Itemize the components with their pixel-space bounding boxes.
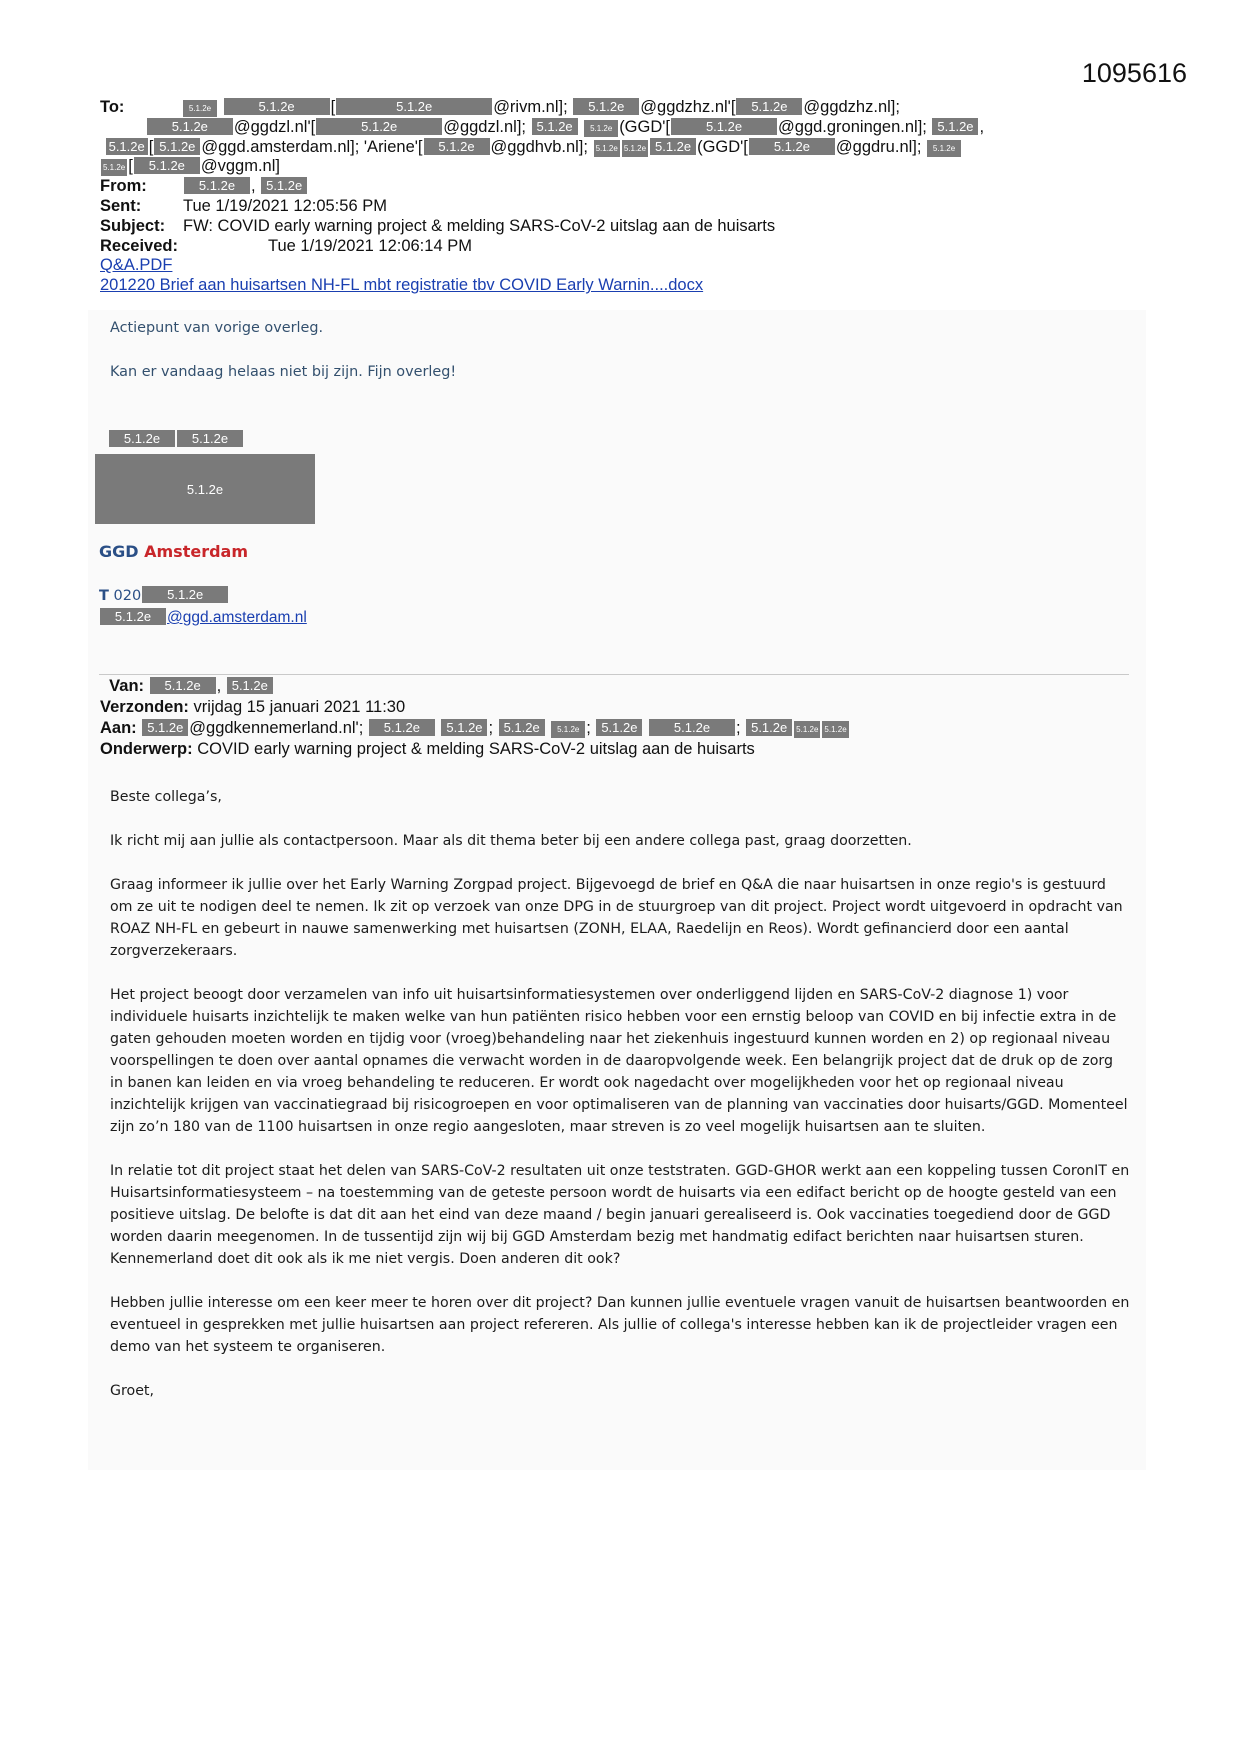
redaction: 5.1.2e: [183, 100, 217, 117]
redaction: 5.1.2e: [101, 159, 127, 176]
divider: [99, 674, 1129, 675]
redaction: 5.1.2e: [622, 140, 648, 157]
to-label: To:: [100, 98, 125, 116]
sent-line: [100, 197, 1140, 217]
message-paragraph: In relatie tot dit project staat het delen van SARS-CoV-2 resultaten uit onze teststraten. GGD-GHOR werkt aan een koppeling tussen CoronIT en Huisartsinformatiesysteem – na toestemming van de geteste persoon wordt de huisarts via een edifact bericht op de hoogte gesteld van een positieve uitslag. De belofte is dat dit aan het eind van deze maand / begin januari gerealiseerd is. Ook vaccinaties toegediend door de GGD worden daarin meegenomen. In de tussentijd zijn wij bij GGD Amsterdam bezig met handmatig edifact berichten naar huisartsen sturen. Kennemerland doet dit ook als ik me niet vergis. Doen anderen dit ook?: [110, 1163, 1130, 1267]
from-label: From:: [100, 177, 147, 196]
to-part: @vggm.nl]: [200, 157, 280, 176]
subject-line: [100, 217, 1140, 237]
message-paragraph: Ik richt mij aan jullie als contactpersoon. Maar als dit thema beter bij een andere collega past, graag doorzetten.: [110, 833, 912, 849]
attachment-qa-pdf[interactable]: Q&A.PDF: [100, 256, 173, 275]
note-line-2: Kan er vandaag helaas niet bij zijn. Fijn overleg!: [110, 364, 457, 380]
message-paragraph: Hebben jullie interesse om een keer meer te horen over dit project? Dan kunnen jullie eventuele vragen vanuit de huisartsen beantwoorden en eventueel in gesprekken met jullie huisartsen aan project refereren. Als jullie of collega's interesse hebben kan ik de projectleider vragen een demo van het systeem te organiseren.: [110, 1295, 1130, 1355]
subject-value: FW: COVID early warning project & melding SARS-CoV-2 uitslag aan de huisarts: [183, 216, 776, 235]
received-value: Tue 1/19/2021 12:06:14 PM: [268, 236, 472, 255]
redaction: 5.1.2e: [142, 719, 188, 736]
redaction: 5.1.2e: [100, 608, 166, 625]
ggd-amsterdam-logo: [99, 542, 248, 561]
from-line: From: 5.1.2e , 5.1.2e: [100, 177, 1140, 197]
redaction: 5.1.2e: [184, 177, 250, 194]
phone-prefix: 020: [113, 588, 142, 604]
onderwerp-label: Onderwerp:: [100, 740, 193, 758]
message-paragraph: Graag informeer ik jullie over het Early Warning Zorgpad project. Bijgevoegd de brief en Q&A die naar huisartsen in onze regio's is gestuurd om ze uit te nodigen deel te nemen. Ik zit op verzoek van onze DPG in de stuurgroep van dit project. Project wordt uitgevoerd in opdracht van ROAZ NH-FL en gebeurt in nauwe samenwerking met huisartsen (ZONH, ELAA, Raedelijn en Reos). Wordt gefinancierd door een aantal zorgverzekeraars.: [110, 877, 1123, 959]
redaction: 5.1.2e: [142, 586, 228, 603]
aan-first: @ggdkennemerland.nl';: [189, 719, 364, 737]
to-part: @ggdzl.nl'[: [233, 117, 316, 136]
to-part: @ggdzhz.nl'[: [640, 98, 736, 116]
redaction: 5.1.2e: [224, 98, 330, 115]
subject-label: Subject:: [100, 216, 166, 235]
signature-name-redactions: [108, 430, 244, 449]
received-line: [100, 237, 1140, 257]
redaction: 5.1.2e: [134, 157, 200, 174]
attachment-brief-docx[interactable]: 201220 Brief aan huisartsen NH-FL mbt registratie tbv COVID Early Warnin....docx: [100, 276, 704, 295]
redaction: 5.1.2e: [649, 719, 735, 736]
to-part: (GGD'[: [619, 117, 671, 136]
logo-text-amsterdam: Amsterdam: [144, 542, 249, 561]
signature-email-link[interactable]: @ggd.amsterdam.nl: [167, 609, 307, 626]
logo-text-ggd: GGD: [99, 542, 139, 561]
redaction: 5.1.2e: [336, 98, 492, 115]
redaction: 5.1.2e: [584, 120, 618, 137]
redaction: 5.1.2e: [551, 721, 585, 738]
redaction: 5.1.2e: [532, 118, 578, 135]
message-paragraph: Het project beoogt door verzamelen van info uit huisartsinformatiesystemen over onderliggend lijden en SARS-CoV-2 diagnose 1) voor individuele huisarts inzichtelijk te maken welke van hun patiënten risico hebben voor een ernstig beloop van COVID en bij infectie extra in de gaten gehouden moeten worden en tijdig voor (vroeg)behandeling naar het ziekenhuis ingestuurd kunnen worden en 2) op regionaal niveau voorspellingen te doen over aantal opnames die verwacht worden in de daaropvolgende week. Een belangrijk project dat de druk op de zorg in banen kan leiden en via vroeg behandeling te reduceren. Er wordt ook nagedacht over mogelijkheden voor het op regionaal niveau inzichtelijk krijgen van vaccinatiegraad bij risicogroepen en voor optimaliseren van de planning van vaccinaties door huisarts/GGD. Momenteel zijn zo’n 180 van de 1100 huisartsen in onze regio aangesloten, maar streven is zo veel mogelijk huisartsen aan te sluiten.: [110, 987, 1128, 1135]
onderwerp-line: [100, 739, 1140, 760]
redaction: 5.1.2e: [177, 430, 243, 447]
redaction: 5.1.2e: [573, 98, 639, 115]
redaction: 5.1.2e: [594, 140, 620, 157]
redaction: 5.1.2e: [650, 138, 696, 155]
to-part: @ggdzhz.nl];: [803, 98, 900, 116]
redacted-signature-block: 5.1.2e: [95, 454, 315, 524]
forwarded-header: [100, 676, 1140, 760]
phone-line: [99, 586, 229, 604]
message-body: [110, 786, 1130, 1424]
van-line: Van: 5.1.2e , 5.1.2e: [100, 676, 1140, 697]
onderwerp-value: COVID early warning project & melding SARS-CoV-2 uitslag aan de huisarts: [197, 740, 755, 758]
received-label: Received:: [100, 236, 178, 255]
to-part: @ggdhvb.nl];: [490, 137, 588, 156]
redaction: 5.1.2e: [147, 118, 233, 135]
redaction: 5.1.2e: [822, 721, 848, 738]
redaction: 5.1.2e: [499, 719, 545, 736]
redaction: 5.1.2e: [109, 430, 175, 447]
phone-label: T: [99, 588, 109, 604]
to-line: 5.1.2e [ 5.1.2e @ggd.amsterdam.nl]; 'Ariene'[ 5.1.2e @ggdhvb.nl]; 5.1.2e 5.1.2e 5.1.2e (GGD'[ 5.1.2e @ggdru.nl]; 5.1.2e: [100, 138, 1140, 158]
sent-value: Tue 1/19/2021 12:05:56 PM: [183, 196, 387, 215]
redaction: 5.1.2e: [441, 719, 487, 736]
redaction: 5.1.2e: [106, 138, 148, 155]
redaction: 5.1.2e: [746, 719, 792, 736]
van-label: Van:: [109, 677, 145, 695]
redaction: 5.1.2e: [150, 677, 216, 694]
verzonden-line: [100, 697, 1140, 718]
to-part: @ggdru.nl];: [835, 137, 922, 156]
redaction: 5.1.2e: [932, 118, 978, 135]
redaction: 5.1.2e: [749, 138, 835, 155]
to-part: @ggd.amsterdam.nl]; 'Ariene'[: [201, 137, 423, 156]
to-part: @ggdzl.nl];: [443, 117, 526, 136]
to-part: @ggd.groningen.nl];: [778, 117, 927, 136]
redaction: 5.1.2e: [596, 719, 642, 736]
signature-email: [99, 608, 307, 627]
aan-label: Aan:: [100, 719, 137, 737]
to-part: (GGD'[: [697, 137, 748, 156]
redaction: 5.1.2e: [316, 118, 442, 135]
redaction: 5.1.2e: [927, 140, 961, 157]
to-line: To: 5.1.2e 5.1.2e [ 5.1.2e @rivm.nl]; 5.1.2e @ggdzhz.nl'[ 5.1.2e @ggdzhz.nl];: [100, 98, 900, 116]
redaction: 5.1.2e: [671, 118, 777, 135]
redaction: 5.1.2e: [154, 138, 200, 155]
sent-label: Sent:: [100, 196, 142, 215]
to-line: 5.1.2e @ggdzl.nl'[ 5.1.2e @ggdzl.nl]; 5.1.2e 5.1.2e (GGD'[ 5.1.2e @ggd.groningen.nl]; 5.1.2e ,: [100, 118, 1140, 138]
to-part: @rivm.nl];: [493, 98, 568, 116]
document-number: 1095616: [1081, 58, 1187, 88]
redaction: 5.1.2e: [424, 138, 490, 155]
redaction: 5.1.2e: [227, 677, 273, 694]
verzonden-value: vrijdag 15 januari 2021 11:30: [193, 698, 406, 716]
aan-line: Aan: 5.1.2e @ggdkennemerland.nl'; 5.1.2e 5.1.2e ; 5.1.2e 5.1.2e ; 5.1.2e 5.1.2e ; 5.1.2e 5.1.2e 5.1.2e: [100, 719, 847, 737]
message-closing: Groet,: [110, 1383, 154, 1399]
verzonden-label: Verzonden:: [100, 698, 189, 716]
redaction: 5.1.2e: [261, 177, 307, 194]
redaction: 5.1.2e: [369, 719, 435, 736]
redaction: 5.1.2e: [736, 98, 802, 115]
message-greeting: Beste collega’s,: [110, 789, 222, 805]
redaction: 5.1.2e: [794, 721, 820, 738]
email-header: [100, 98, 1140, 296]
note-line-1: Actiepunt van vorige overleg.: [110, 320, 324, 336]
to-line: 5.1.2e [ 5.1.2e @vggm.nl]: [103, 157, 280, 176]
